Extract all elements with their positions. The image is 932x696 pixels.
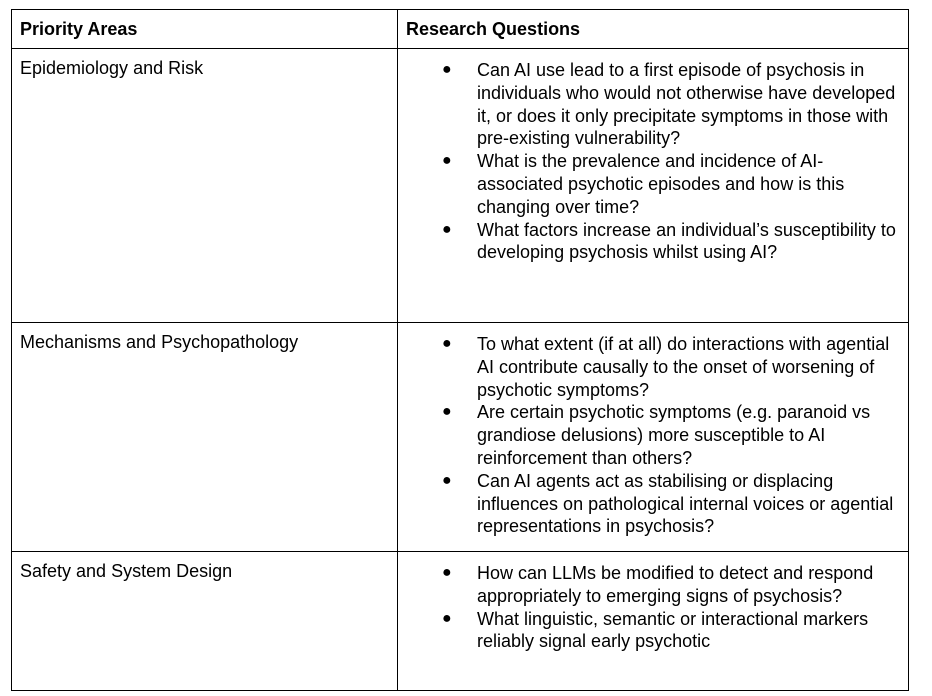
bullet-icon: ● xyxy=(442,61,452,78)
question-text: To what extent (if at all) do interactions with agential AI contribute causally to the onset of worsening of psychotic symptoms? xyxy=(477,334,890,400)
table-row xyxy=(12,49,909,323)
question-item xyxy=(406,59,904,150)
priority-area-cell: Mechanisms and Psychopathology xyxy=(12,323,398,552)
header-priority-areas: Priority Areas xyxy=(12,10,398,49)
question-item xyxy=(406,219,904,265)
question-list xyxy=(406,59,904,264)
question-text: What linguistic, semantic or interactional markers reliably signal early psychotic xyxy=(477,608,869,652)
header-research-questions: Research Questions xyxy=(398,10,909,49)
question-text: What is the prevalence and incidence of AI-associated psychotic episodes and how is this changing over time? xyxy=(477,151,845,217)
priority-area-cell: Safety and System Design xyxy=(12,552,398,691)
question-list xyxy=(406,333,904,538)
table-header-row xyxy=(12,10,909,49)
bullet-icon: ● xyxy=(442,609,452,627)
research-priorities-table xyxy=(11,9,909,691)
question-text: Can AI use lead to a first episode of psychosis in individuals who would not otherwise have developed it, or does it only precipitate symptoms in those with pre-existing vulnerability? xyxy=(477,60,896,149)
question-text: What factors increase an individual’s susceptibility to developing psychosis whilst using AI? xyxy=(477,219,896,263)
question-item xyxy=(406,150,904,218)
bullet-icon: ● xyxy=(442,564,452,581)
question-item xyxy=(406,470,904,538)
research-questions-cell xyxy=(398,552,909,691)
priority-area-cell: Epidemiology and Risk xyxy=(12,49,398,323)
question-list xyxy=(406,562,904,653)
research-questions-cell xyxy=(398,323,909,552)
bullet-icon: ● xyxy=(442,152,452,170)
question-text: How can LLMs be modified to detect and respond appropriately to emerging signs of psychosis? xyxy=(477,563,874,606)
table-row xyxy=(12,323,909,552)
research-questions-cell xyxy=(398,49,909,323)
question-item xyxy=(406,401,904,469)
bullet-icon: ● xyxy=(442,471,452,489)
question-item xyxy=(406,562,904,608)
question-text: Can AI agents act as stabilising or displacing influences on pathological internal voices or agential representations in psychosis? xyxy=(477,470,894,537)
question-item xyxy=(406,608,904,654)
table-row xyxy=(12,552,909,691)
question-item xyxy=(406,333,904,401)
bullet-icon: ● xyxy=(442,220,452,238)
bullet-icon: ● xyxy=(442,403,452,421)
question-text: Are certain psychotic symptoms (e.g. paranoid vs grandiose delusions) more susceptible to AI reinforcement than others? xyxy=(477,402,871,468)
bullet-icon: ● xyxy=(442,335,452,352)
